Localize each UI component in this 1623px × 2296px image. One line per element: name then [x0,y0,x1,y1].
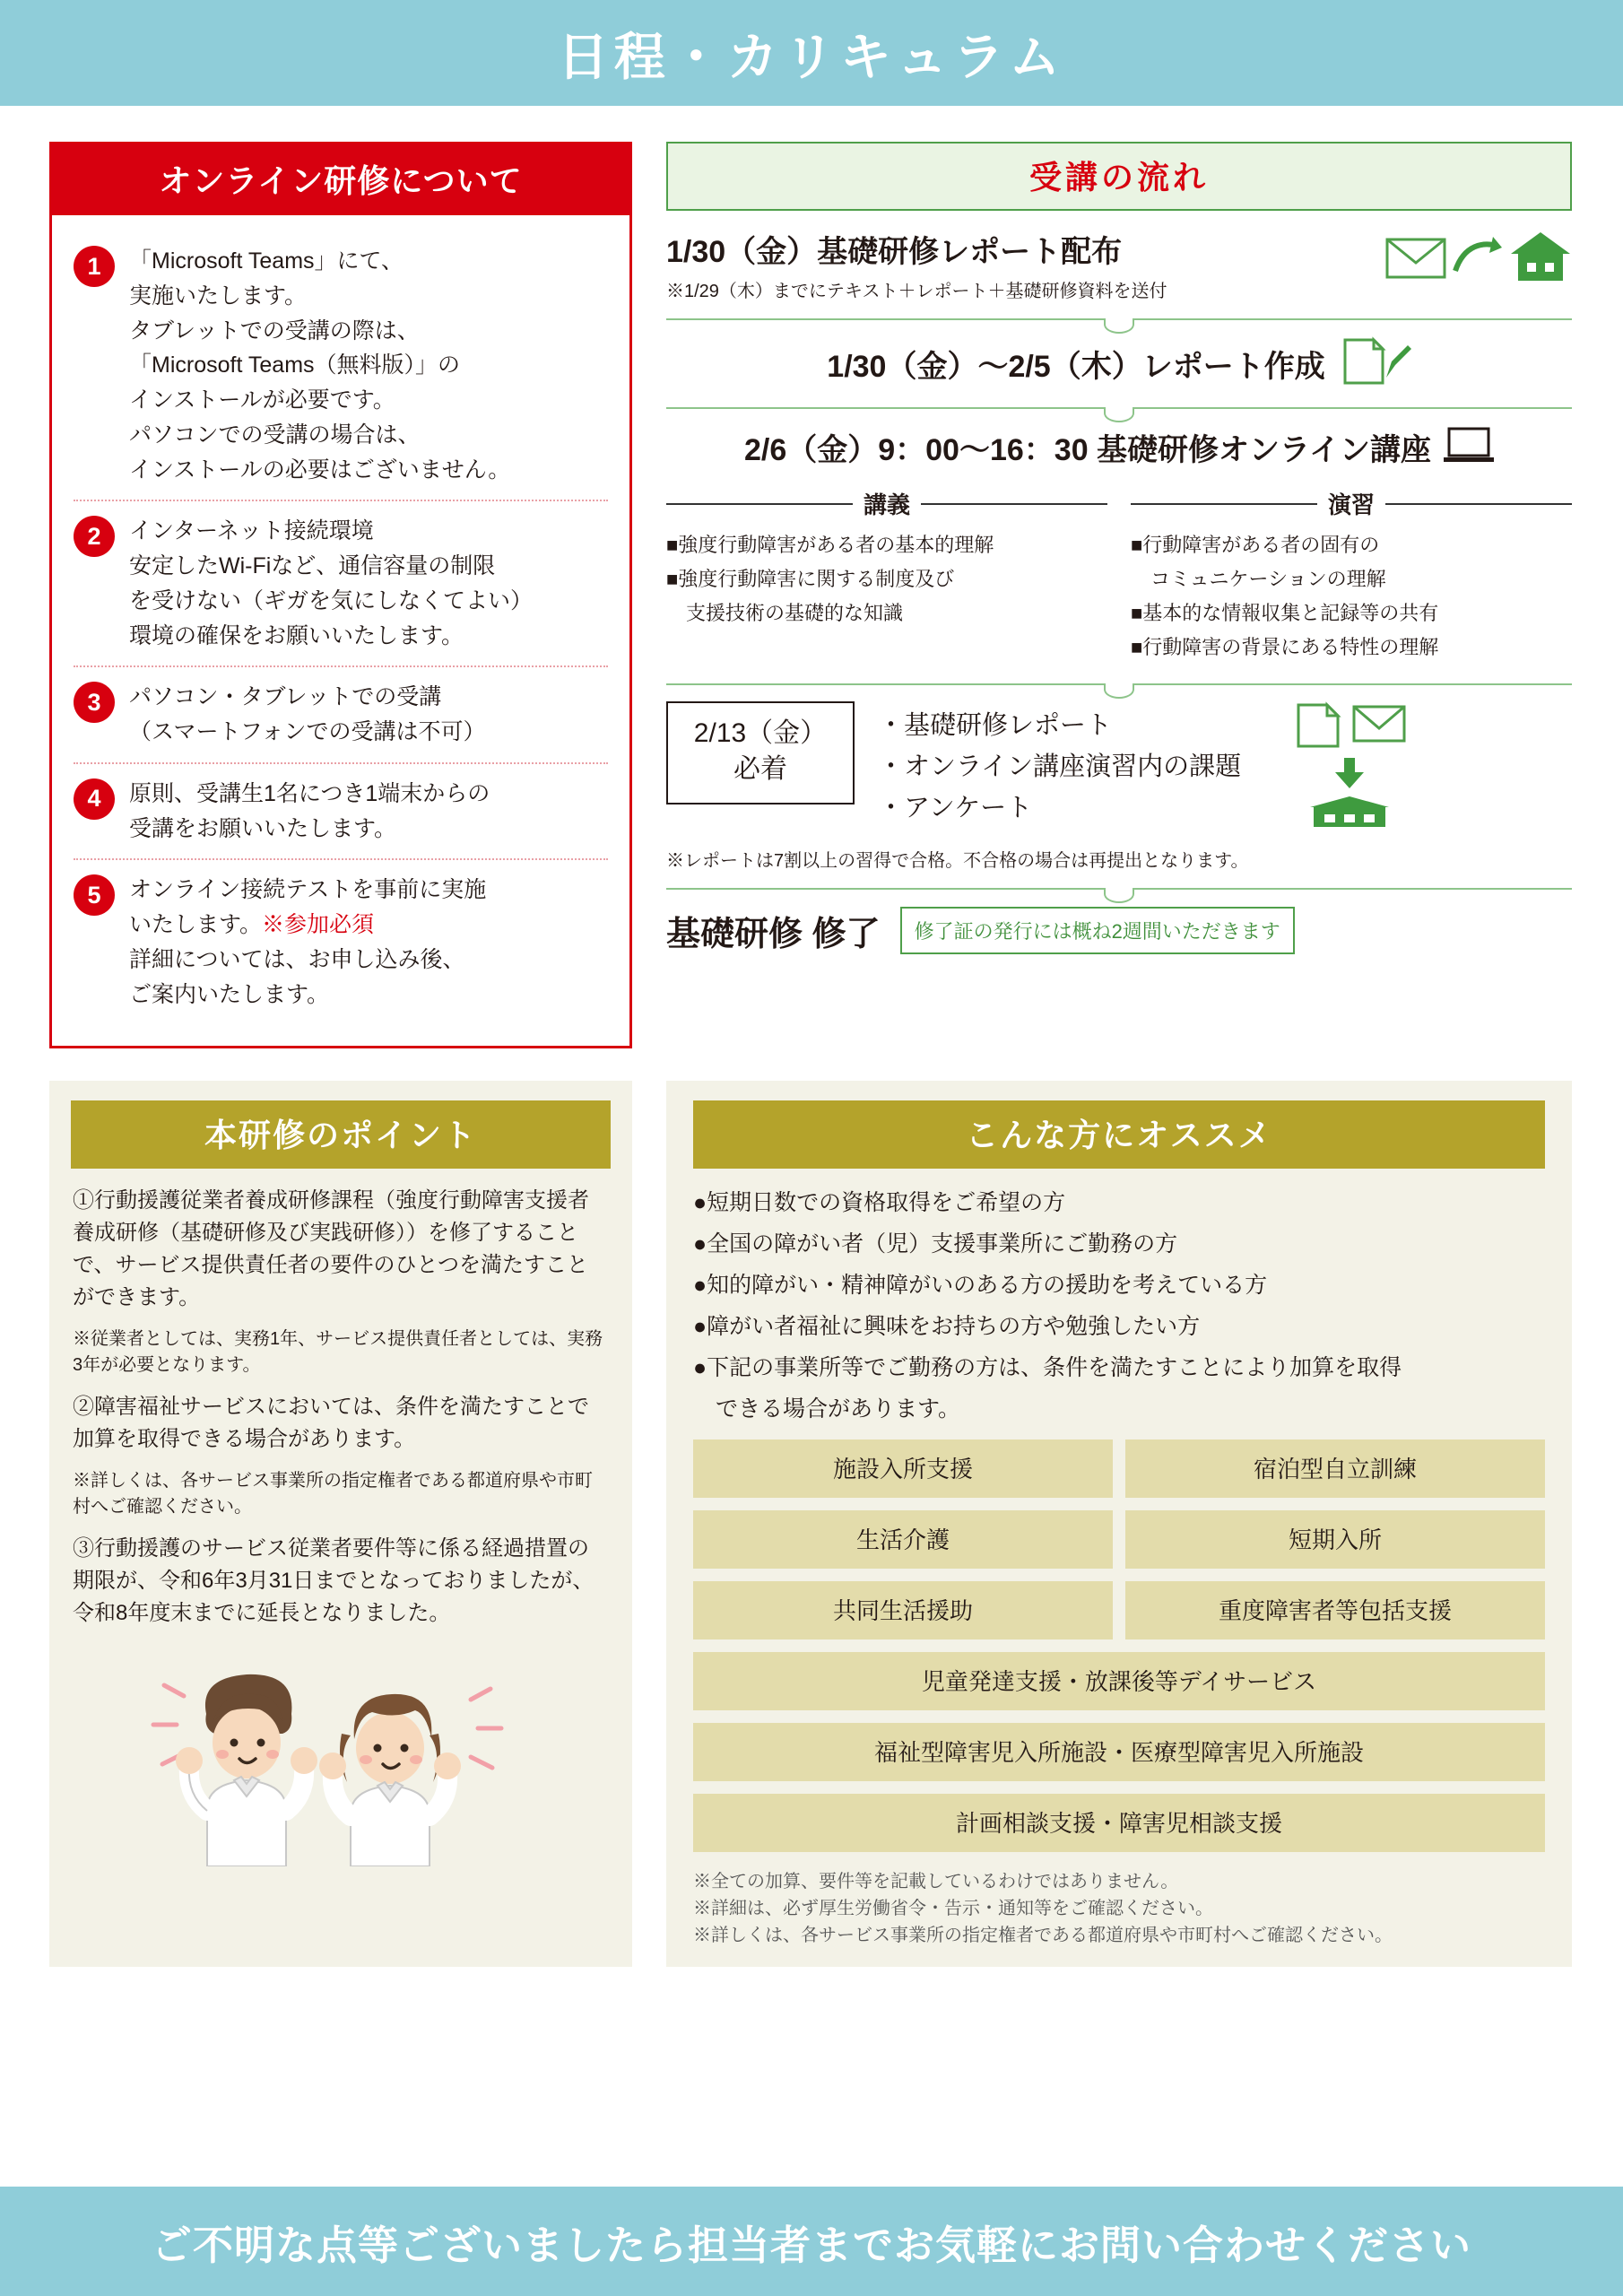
list-item: ・基礎研修レポート [878,710,1113,740]
text-line: パソコン・タブレットでの受講 [129,684,442,710]
number-badge: 2 [74,516,115,557]
flow-step-1-title: 1/30（金）基礎研修レポート配布 [666,235,1123,269]
text-line: 受講をお願いいたします。 [129,815,397,841]
list-item [74,500,608,665]
required-note: ※参加必須 [262,912,375,937]
text-line: オンライン接続テストを事前に実施 [129,877,487,903]
practice-label: 演習 [1328,491,1376,518]
report-pencil-icon [1341,336,1411,391]
list-item: ●知的障がい・精神障がいのある方の援助を考えている方 [693,1273,1268,1299]
list-item [74,231,608,500]
online-training-box [49,142,632,1048]
recommend-list [666,1185,1572,1427]
text-line-with-note [129,908,486,943]
office-building-icon [1306,796,1393,833]
finish-title: 基礎研修 修了 [666,915,881,953]
house-icon [1509,230,1572,287]
practice-column [1131,487,1572,667]
text-line: （スマートフォンでの受講は不可） [129,719,486,744]
text-line: ご案内いたします。 [129,981,330,1007]
text-line: 安定したWi-Fiなど、通信容量の制限 [129,553,496,578]
flow-step-2 [666,336,1572,409]
list-item: 支援技術の基礎的な知識 [666,601,904,624]
text-line: インストールが必要です。 [129,387,395,413]
flow-step-3-columns [666,487,1572,667]
arrow-right-icon [1452,237,1504,281]
practice-items [1131,531,1572,662]
number-badge: 3 [74,682,115,723]
document-icon [1293,701,1343,754]
text-line: 実施いたします。 [129,283,308,309]
list-item: ・オンライン講座演習内の課題 [878,752,1242,781]
flow-step-1 [666,227,1572,320]
list-item: ●短期日数での資格取得をご希望の方 [693,1190,1066,1216]
lecture-column [666,487,1107,667]
points-body [49,1185,632,1630]
list-item: ●下記の事業所等でご勤務の方は、条件を満たすことにより加算を取得 [693,1355,1402,1381]
points-paragraph: ③行動援護のサービス従業者要件等に係る経過措置の期限が、令和6年3月31日までとなっておりましたが、令和8年度末までに延長となりました。 [73,1536,595,1626]
flow-divider [666,407,1572,409]
page-content [0,106,1623,1967]
deadline-box [666,701,855,804]
list-item: ■強度行動障害に関する制度及び [666,567,955,590]
service-tag: 福祉型障害児入所施設・医療型障害児入所施設 [693,1723,1545,1781]
flow-heading: 受講の流れ [666,142,1572,211]
flow-divider [666,683,1572,685]
number-badge: 4 [74,778,115,820]
lecture-label: 講義 [864,491,911,518]
points-note: ※詳しくは、各サービス事業所の指定権者である都道府県や市町村へご確認ください。 [73,1471,593,1518]
recommend-heading: こんな方にオススメ [693,1100,1545,1169]
page-title: 日程・カリキュラム [557,29,1066,86]
envelope-icon [1352,701,1406,754]
rule-left [1131,503,1317,505]
submission-items [878,701,1241,830]
page-header [0,0,1623,106]
deadline-date: 2/13（金） [693,718,828,748]
list-item: ●障がい者福祉に興味をお持ちの方や勉強したい方 [693,1314,1201,1340]
note-line: ※全ての加算、要件等を記載しているわけではありません。 [693,1872,1179,1892]
list-item [74,665,608,762]
list-item: コミュニケーションの理解 [1131,567,1386,590]
list-item: ●全国の障がい者（児）支援事業所にご勤務の方 [693,1231,1178,1257]
service-tag: 重度障害者等包括支援 [1125,1581,1545,1639]
note-line: ※詳しくは、各サービス事業所の指定権者である都道府県や市町村へご確認ください。 [693,1926,1393,1946]
service-tag: 宿泊型自立訓練 [1125,1439,1545,1498]
online-item-text [129,244,510,487]
text-line: 環境の確保をお願いいたします。 [129,622,464,648]
text-line: 「Microsoft Teams（無料版）」の [129,352,461,378]
laptop-icon [1444,425,1494,469]
online-training-heading: オンライン研修について [52,144,629,215]
list-item: ・アンケート [878,794,1033,823]
footer-message: ご不明な点等ございましたら担当者までお気軽にお問い合わせください [151,2222,1471,2268]
text-line: インストールの必要はございません。 [129,457,511,483]
points-note: ※従業者としては、実務1年、サービス提供責任者としては、実務3年が必要となります。 [73,1329,603,1376]
rule-right [921,503,1107,505]
submission-row [666,701,1572,833]
text-line: を受けない（ギガを気にしなくてよい） [129,587,534,613]
page-footer [0,2187,1623,2296]
number-badge: 5 [74,874,115,916]
service-tag: 短期入所 [1125,1510,1545,1569]
rule-right [1385,503,1572,505]
list-item: ■強度行動障害がある者の基本的理解 [666,534,994,556]
list-item [74,762,608,859]
text-line: 詳細については、お申し込み後、 [129,946,465,972]
flow-step-2-title: 1/30（金）〜2/5（木）レポート作成 [827,350,1325,384]
service-tag-grid [666,1432,1572,1852]
online-training-body [52,215,629,1046]
flow-step-3 [666,425,1572,685]
arrow-down-icon [1332,758,1367,795]
top-row [0,106,1623,1048]
text-line: いたします。 [129,912,263,937]
certificate-note-badge: 修了証の発行には概ね2週間いただきます [900,907,1295,954]
rule-left [666,503,853,505]
online-item-text [129,873,486,1012]
recommend-panel [666,1081,1572,1967]
list-item [74,858,608,1024]
service-tag: 生活介護 [693,1510,1113,1569]
list-item: できる場合があります。 [693,1396,961,1422]
online-column [49,142,632,1048]
online-item-text [129,514,533,653]
lecture-heading-row [666,487,1107,520]
list-item: ■基本的な情報収集と記録等の共有 [1131,601,1439,624]
lecture-items [666,531,1107,628]
text-line: インターネット接続環境 [129,518,374,544]
number-badge: 1 [74,246,115,287]
practice-heading-row [1131,487,1572,520]
cheering-people-illustration [49,1642,632,1866]
online-item-text [129,680,486,750]
flow-divider [666,888,1572,890]
points-paragraph: ②障害福祉サービスにおいては、条件を満たすことで加算を取得できる場合があります。 [73,1395,589,1452]
note-line: ※詳細は、必ず厚生労働省令・告示・通知等をご確認ください。 [693,1899,1213,1919]
report-pass-note: ※レポートは7割以上の習得で合格。不合格の場合は再提出となります。 [666,850,1249,871]
service-tag: 共同生活援助 [693,1581,1113,1639]
deadline-label: 必着 [733,754,787,785]
service-tag: 児童発達支援・放課後等デイサービス [693,1652,1545,1710]
recommend-notes [666,1852,1572,1949]
list-item: ■行動障害がある者の固有の [1131,534,1380,556]
points-panel [49,1081,632,1967]
points-heading: 本研修のポイント [71,1100,611,1169]
service-tag: 施設入所支援 [693,1439,1113,1498]
online-item-text [129,777,490,847]
list-item: ■行動障害の背景にある特性の理解 [1131,635,1439,658]
bottom-row [0,1048,1623,1967]
flow-divider [666,318,1572,320]
flow-step-3-title: 2/6（金）9：00〜16：30 基礎研修オンライン講座 [743,433,1432,467]
text-line: 原則、受講生1名につき1端末からの [129,780,490,806]
text-line: 「Microsoft Teams」にて、 [129,248,404,274]
service-tag: 計画相談支援・障害児相談支援 [693,1794,1545,1852]
points-paragraph: ①行動援護従業者養成研修課程（強度行動障害支援者養成研修（基礎研修及び実践研修））を修了することで、サービス提供責任者の要件のひとつを満たすことができます。 [73,1188,589,1310]
envelope-icon [1385,234,1446,283]
text-line: タブレットでの受講の際は、 [129,317,420,344]
flow-step-4 [666,701,1572,890]
text-line: パソコンでの受講の場合は、 [129,422,421,448]
flow-step-1-note: ※1/29（木）までにテキスト＋レポート＋基礎研修資料を送付 [666,282,1167,301]
flow-finish [666,906,1572,955]
flow-column [666,142,1572,1048]
